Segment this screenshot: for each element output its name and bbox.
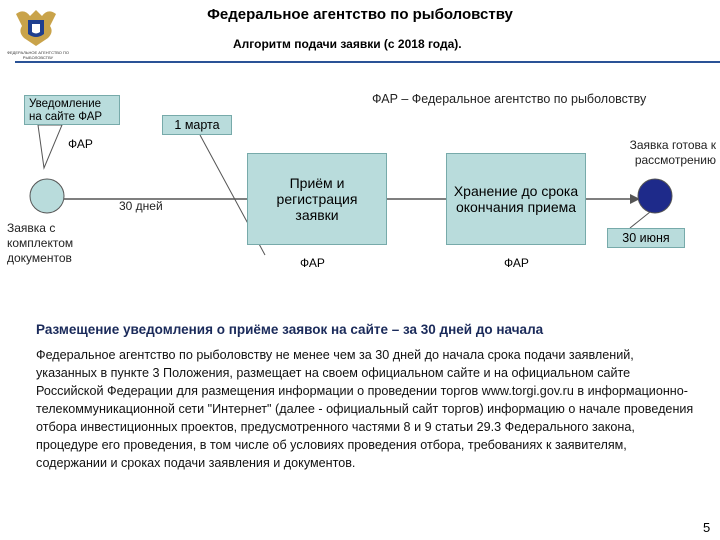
section-heading: Размещение уведомления о приёме заявок на сайте – за 30 дней до начала — [36, 322, 544, 337]
far-label-start: ФАР — [68, 137, 93, 151]
ready-label: Заявка готова к рассмотрению — [629, 138, 716, 167]
start-node — [30, 179, 64, 213]
step-store-label: Хранение до срока окончания приема — [453, 183, 579, 215]
applicant-label — [7, 221, 99, 266]
page-subtitle: Алгоритм подачи заявки (с 2018 года). — [233, 37, 462, 51]
end-node — [638, 179, 672, 213]
far-label-store: ФАР — [504, 256, 529, 270]
section-body: Федеральное агентство по рыболовству не менее чем за 30 дней до начала срока подачи заявлений, указанных в пункте 3 Положения, размещает на своем официальном сайте и на официальном сайте Российской Федерации для размещения информации о проведении торгов www.torgi.gov.ru в информационно-телекоммуникационной сети "Интернет" (далее - официальный сайт торгов) информацию о начале проведения отбора инвестиционных проектов, предусмотренного частями 8 и 9 статьи 29.3 Федерального закона, процедуре его проведения, в том числе об условиях проведения отбора, требованиях к заявителям, содержании и сроках подачи заявления и документов. — [36, 348, 694, 470]
step-store-box — [446, 153, 586, 245]
header-divider — [15, 61, 720, 63]
timeline-arrowhead — [630, 194, 640, 204]
page-number: 5 — [703, 520, 711, 535]
page-title: Федеральное агентство по рыболовству — [207, 6, 513, 23]
notice-box: Уведомление на сайте ФАР — [24, 95, 120, 125]
legend-text: ФАР – Федеральное агентство по рыболовству — [372, 92, 647, 106]
notice-callout-pointer — [38, 125, 62, 168]
march-date-box: 1 марта — [162, 115, 232, 135]
june-pointer — [630, 212, 650, 228]
applicant-text: Заявка с комплектом документов — [7, 221, 74, 265]
logo-caption: ФЕДЕРАЛЬНОЕ АГЕНТСТВО ПО РЫБОЛОВСТВУ — [6, 50, 70, 60]
far-label-receive: ФАР — [300, 256, 325, 270]
step-receive-label: Приём и регистрация заявки — [276, 175, 358, 223]
step-receive-box — [247, 153, 387, 245]
june-date-box: 30 июня — [607, 228, 685, 248]
days-label: 30 дней — [119, 199, 163, 213]
